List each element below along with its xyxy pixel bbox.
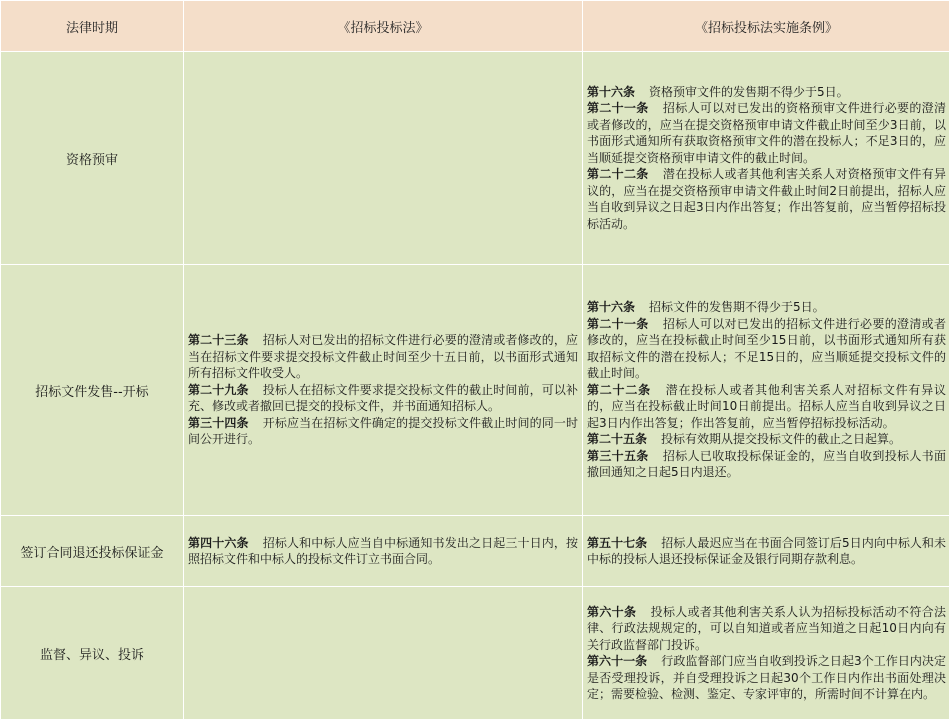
article-text: 招标人对已发出的招标文件进行必要的澄清或者修改的，应当在招标文件要求提交投标文件截止时间至少十五日前，以书面形式通知所有招标文件收受人。	[188, 333, 578, 381]
article-number: 第四十六条	[188, 535, 249, 550]
article-text: 投标人在招标文件要求提交投标文件的截止时间前，可以补充、修改或者撤回已提交的投标文件，并书面通知招标人。	[188, 382, 578, 414]
header-period: 法律时期	[1, 1, 183, 51]
article-paragraph	[587, 604, 946, 654]
article-number: 第二十二条	[587, 382, 651, 397]
article-paragraph	[188, 535, 578, 568]
article-text: 资格预审文件的发售期不得少于5日。	[649, 84, 849, 99]
article-text: 招标人可以对已发出的招标文件进行必要的澄清或者修改的，应当在投标截止时间至少15日前，以书面形式通知所有获取招标文件的潜在投标人；不足15日的，应当顺延提交投标文件的截止时间。	[587, 316, 946, 381]
article-number: 第二十二条	[587, 167, 649, 182]
regulation-cell	[583, 52, 949, 264]
article-text: 投标人或者其他利害关系人认为招标投标活动不符合法律、行政法规规定的，可以自知道或者应当知道之日起10日内向有关行政监督部门投诉。	[587, 604, 946, 652]
article-paragraph	[587, 535, 946, 568]
article-text: 招标人和中标人应当自中标通知书发出之日起三十日内，按照招标文件和中标人的投标文件订立书面合同。	[188, 535, 578, 566]
article-paragraph	[587, 100, 946, 166]
article-paragraph	[587, 431, 946, 448]
article-text: 招标人已收取投标保证金的，应当自收到投标人书面撤回通知之日起5日内退还。	[587, 448, 946, 480]
article-number: 第二十九条	[188, 382, 249, 397]
law-cell	[184, 516, 582, 586]
article-paragraph	[587, 382, 946, 432]
article-number: 第十六条	[587, 300, 636, 315]
article-paragraph	[587, 166, 946, 232]
article-number: 第二十五条	[587, 432, 648, 447]
article-paragraph	[587, 84, 946, 101]
law-cell	[184, 52, 582, 264]
row-category: 招标文件发售--开标	[1, 265, 183, 515]
regulation-cell	[583, 516, 949, 586]
article-paragraph	[188, 382, 578, 415]
article-paragraph	[587, 299, 946, 316]
row-category: 签订合同退还投标保证金	[1, 516, 183, 586]
row-category: 资格预审	[1, 52, 183, 264]
article-text: 招标人可以对已发出的资格预审文件进行必要的澄清或者修改的，应当在提交资格预审申请文件截止时间至少3日前，以书面形式通知所有获取资格预审文件的潜在投标人；不足3日的，应当顺延提交资格预审申请文件的截止时间。	[587, 101, 946, 165]
article-text: 潜在投标人或者其他利害关系人对资格预审文件有异议的，应当在提交资格预审申请文件截止时间2日前提出，招标人应当自收到异议之日起3日内作出答复；作出答复前，应当暂停招标投标活动。	[587, 167, 946, 231]
article-number: 第十六条	[587, 84, 636, 99]
article-paragraph	[587, 316, 946, 382]
header-law: 《招标投标法》	[184, 1, 582, 51]
article-paragraph	[587, 653, 946, 703]
article-number: 第二十一条	[587, 316, 649, 331]
regulation-cell	[583, 265, 949, 515]
article-paragraph	[587, 448, 946, 481]
article-number: 第六十一条	[587, 654, 648, 668]
article-number: 第二十一条	[587, 101, 649, 116]
regulation-cell	[583, 587, 949, 719]
article-number: 第三十五条	[587, 448, 649, 463]
article-text: 潜在投标人或者其他利害关系人对招标文件有异议的，应当在投标截止时间10日前提出。招标人应当自收到异议之日起3日内作出答复；作出答复前，应当暂停招标投标活动。	[587, 382, 946, 430]
article-text: 招标文件的发售期不得少于5日。	[649, 300, 825, 315]
law-cell	[184, 587, 582, 719]
article-text: 招标人最迟应当在书面合同签订后5日内向中标人和未中标的投标人退还投标保证金及银行同期存款利息。	[587, 535, 946, 566]
header-regulation: 《招标投标法实施条例》	[583, 1, 949, 51]
article-number: 第五十七条	[587, 535, 648, 550]
article-paragraph	[188, 332, 578, 382]
article-paragraph	[188, 415, 578, 448]
article-text: 行政监督部门应当自收到投诉之日起3个工作日内决定是否受理投诉，并自受理投诉之日起30个工作日内作出书面处理决定；需要检验、检测、鉴定、专家评审的，所需时间不计算在内。	[587, 654, 946, 701]
article-text: 开标应当在招标文件确定的提交投标文件截止时间的同一时间公开进行。	[188, 415, 578, 447]
article-number: 第二十三条	[188, 333, 249, 348]
article-text: 投标有效期从提交投标文件的截止之日起算。	[661, 432, 902, 447]
row-category: 监督、异议、投诉	[1, 587, 183, 719]
article-number: 第六十条	[587, 604, 637, 619]
article-number: 第三十四条	[188, 415, 249, 430]
law-cell	[184, 265, 582, 515]
